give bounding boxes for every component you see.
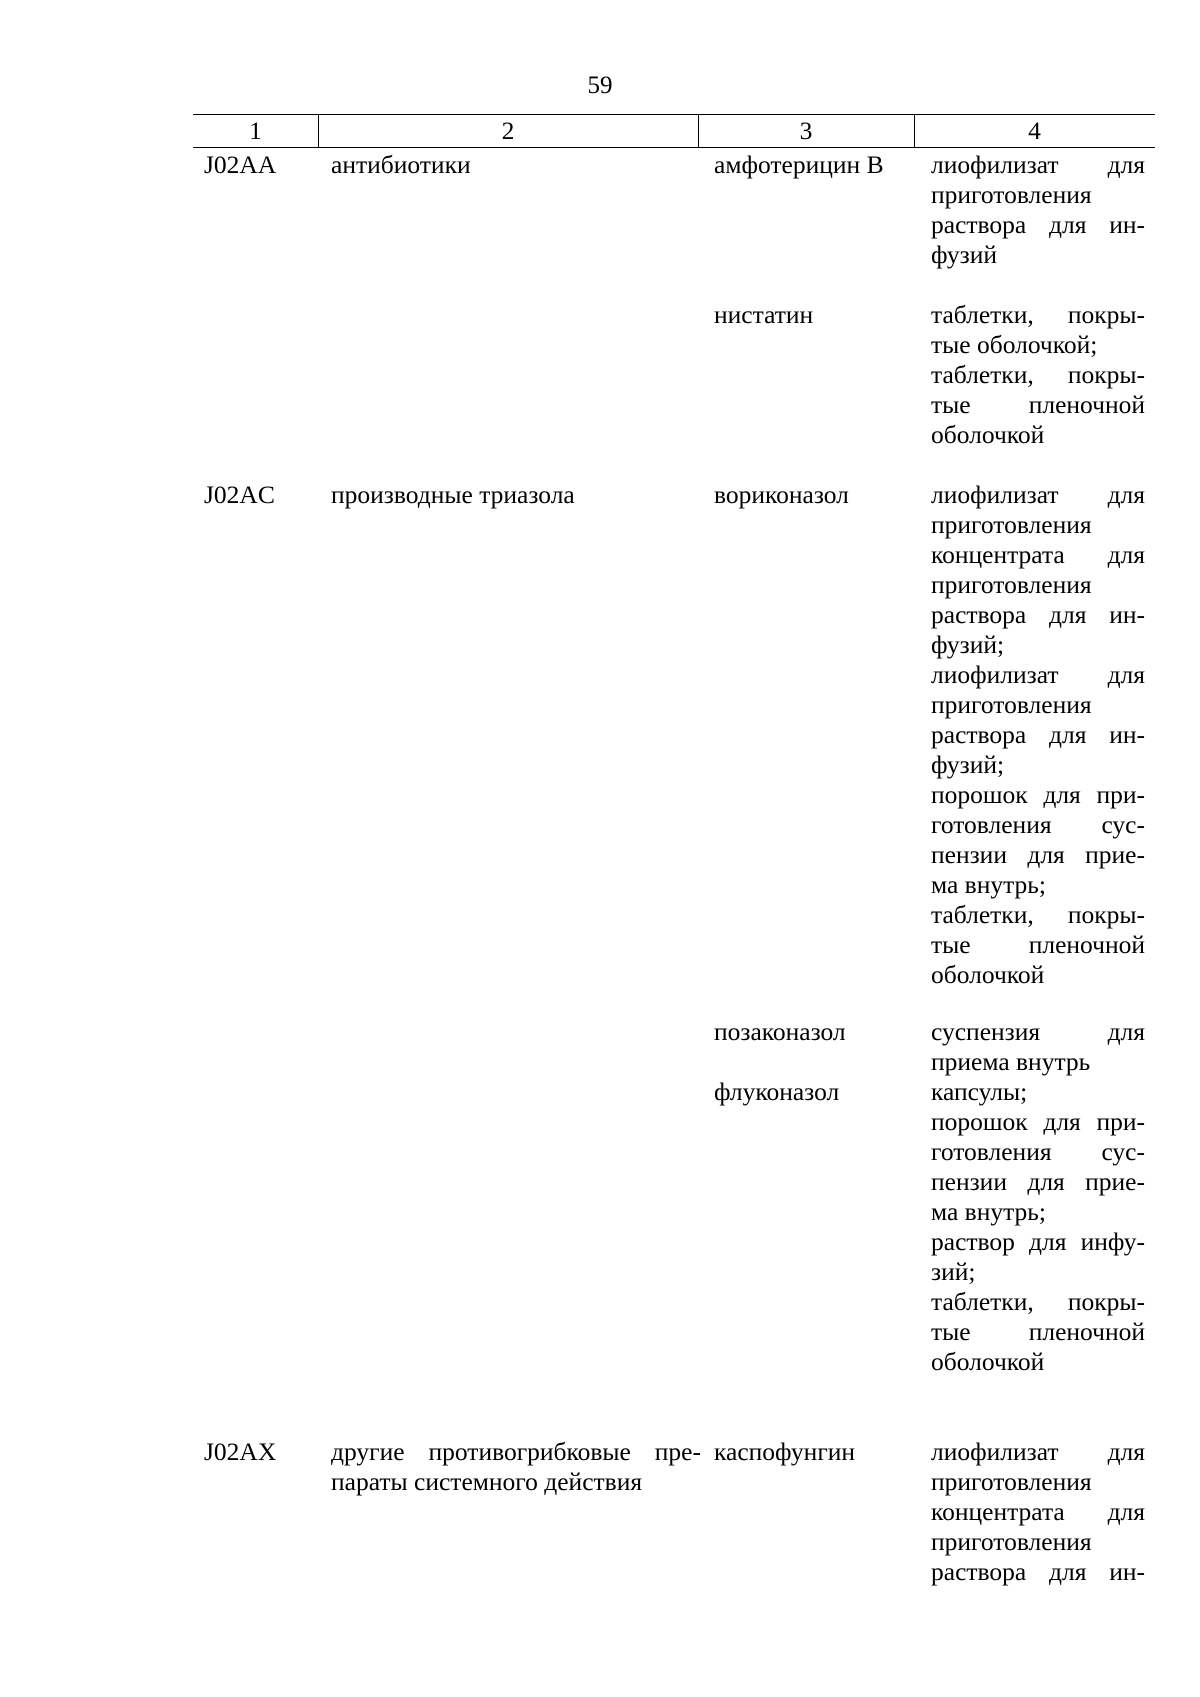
drug-name-text: каспофунгин — [714, 1437, 856, 1466]
dosage-form-line: готовления сус- — [931, 810, 1145, 839]
atc-code-text: J02AC — [204, 480, 275, 509]
dosage-form-line: раствора для ин- — [931, 210, 1145, 239]
dosage-form-line: оболочкой — [931, 420, 1045, 449]
dosage-form-line: раствора для ин- — [931, 720, 1145, 749]
dosage-form-line: лиофилизат для — [931, 660, 1145, 689]
dosage-form-line: приготовления — [931, 570, 1092, 599]
dosage-form-line: тые пленочной — [931, 390, 1145, 419]
dosage-form-line: порошок для при- — [931, 780, 1145, 809]
group-name — [331, 150, 701, 180]
group-name — [331, 1437, 701, 1497]
group-name-line: параты системного действия — [331, 1467, 643, 1496]
drug-name-text: нистатин — [714, 300, 814, 329]
dosage-form-line: раствора для ин- — [931, 1557, 1145, 1586]
dosage-form-line: приготовления — [931, 510, 1092, 539]
group-name — [331, 480, 701, 510]
dosage-form-line: приготовления — [931, 1467, 1092, 1496]
drug-name-text: флуконазол — [714, 1077, 840, 1106]
drug-name-text: амфотерицин В — [714, 150, 884, 179]
drug-name — [714, 300, 914, 330]
dosage-form-line: таблетки, покры- — [931, 1287, 1145, 1316]
dosage-form-line: приготовления — [931, 1527, 1092, 1556]
dosage-form-line: тые оболочкой; — [931, 330, 1098, 359]
atc-code-text: J02AA — [204, 150, 277, 179]
dosage-form-line: таблетки, покры- — [931, 360, 1145, 389]
group-name-line: производные триазола — [331, 480, 575, 509]
table-top-rule — [193, 114, 1155, 115]
dosage-form-line: ма внутрь; — [931, 1197, 1047, 1226]
dosage-form-line: зий; — [931, 1257, 976, 1286]
table-header-rule — [193, 147, 1155, 148]
dosage-form-line: приготовления — [931, 690, 1092, 719]
drug-name — [714, 1437, 914, 1467]
dosage-forms — [931, 1077, 1145, 1377]
column-header-1: 1 — [249, 116, 262, 145]
column-header-2: 2 — [501, 116, 515, 145]
dosage-form-line: оболочкой — [931, 960, 1045, 989]
dosage-forms — [931, 1017, 1145, 1077]
dosage-form-line: оболочкой — [931, 1347, 1045, 1376]
dosage-form-line: фузий — [931, 240, 998, 269]
page-number: 59 — [587, 72, 613, 99]
dosage-form-line: лиофилизат для — [931, 480, 1145, 509]
dosage-form-line: пензии для прие- — [931, 840, 1145, 869]
dosage-form-line: фузий; — [931, 630, 1005, 659]
dosage-form-line: раствор для инфу- — [931, 1227, 1145, 1256]
group-name-line: антибиотики — [331, 150, 471, 179]
dosage-forms — [931, 1437, 1145, 1587]
dosage-form-line: приема внутрь — [931, 1047, 1091, 1076]
dosage-forms — [931, 150, 1145, 270]
dosage-form-line: порошок для при- — [931, 1107, 1145, 1136]
dosage-form-line: концентрата для — [931, 1497, 1145, 1526]
dosage-form-line: пензии для прие- — [931, 1167, 1145, 1196]
dosage-form-line: капсулы; — [931, 1077, 1028, 1106]
atc-code-text: J02AX — [204, 1437, 277, 1466]
dosage-form-line: таблетки, покры- — [931, 900, 1145, 929]
dosage-form-line: лиофилизат для — [931, 1437, 1145, 1466]
dosage-form-line: лиофилизат для — [931, 150, 1145, 179]
drug-name-text: позаконазол — [714, 1017, 846, 1046]
dosage-forms — [931, 480, 1145, 990]
drug-name-text: вориконазол — [714, 480, 849, 509]
atc-code — [204, 480, 294, 510]
drug-name — [714, 480, 914, 510]
dosage-form-line: суспензия для — [931, 1017, 1145, 1046]
dosage-form-line: тые пленочной — [931, 930, 1145, 959]
dosage-form-line: приготовления — [931, 180, 1092, 209]
dosage-form-line: раствора для ин- — [931, 600, 1145, 629]
drug-name — [714, 1077, 914, 1107]
column-header-3: 3 — [799, 116, 813, 145]
dosage-form-line: ма внутрь; — [931, 870, 1047, 899]
dosage-form-line: таблетки, покры- — [931, 300, 1145, 329]
dosage-form-line: фузий; — [931, 750, 1005, 779]
drug-name — [714, 150, 914, 180]
drug-name — [714, 1017, 914, 1047]
atc-code — [204, 1437, 294, 1467]
group-name-line: другие противогрибковые пре- — [331, 1437, 701, 1466]
dosage-form-line: концентрата для — [931, 540, 1145, 569]
dosage-form-line: готовления сус- — [931, 1137, 1145, 1166]
dosage-forms — [931, 300, 1145, 450]
dosage-form-line: тые пленочной — [931, 1317, 1145, 1346]
column-header-4: 4 — [1028, 116, 1041, 145]
atc-code — [204, 150, 294, 180]
